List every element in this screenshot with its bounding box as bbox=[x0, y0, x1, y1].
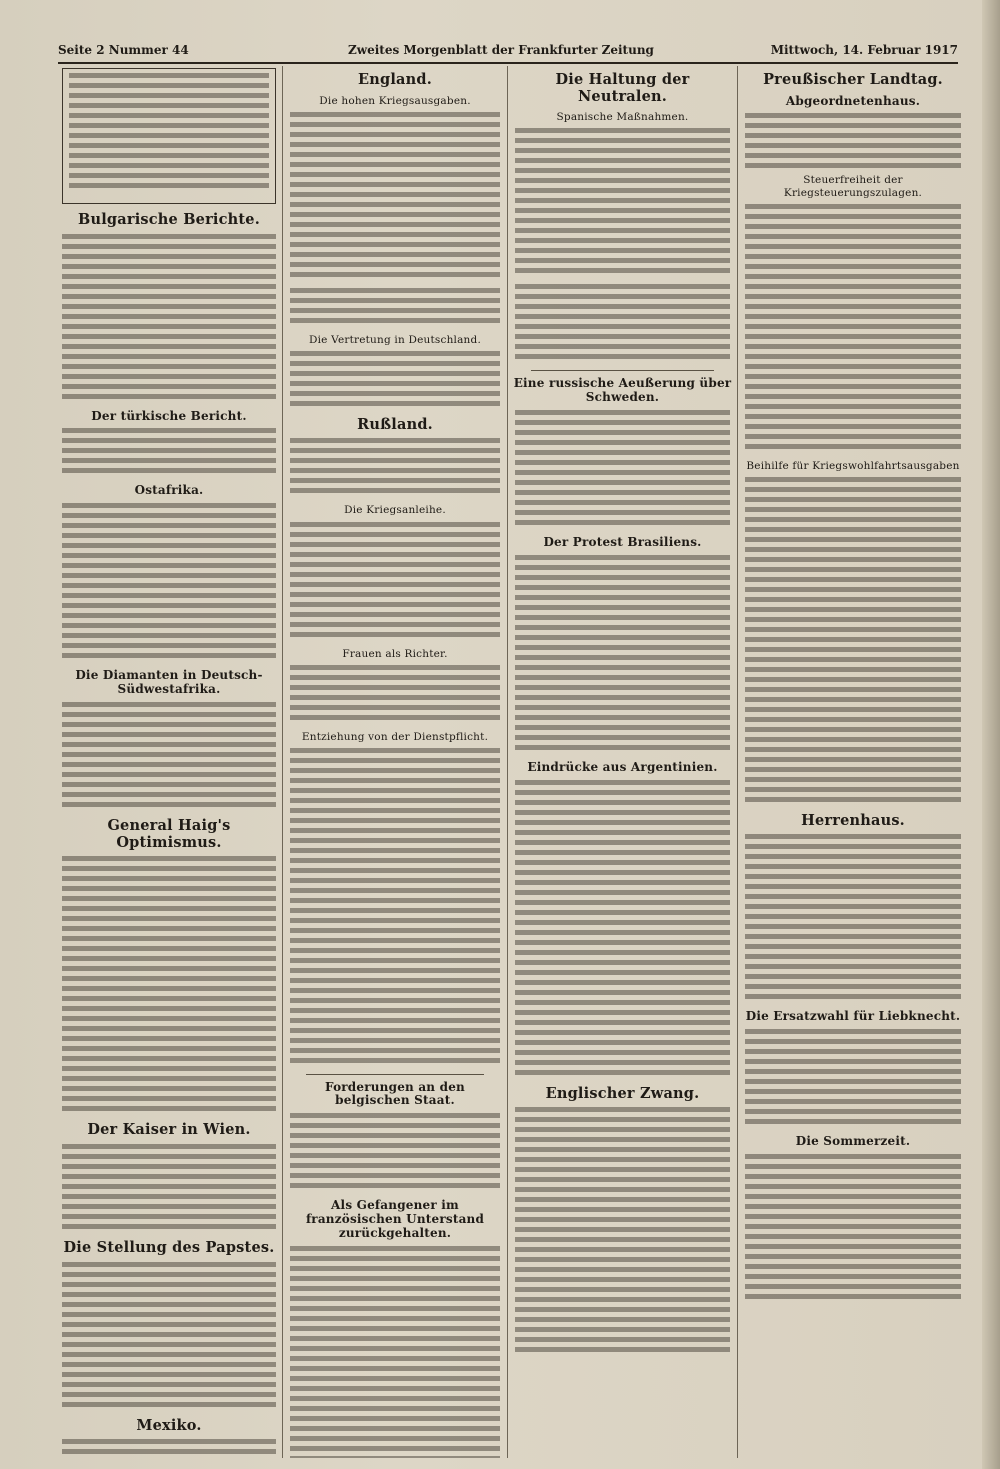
heading-tuerkischer-bericht: Der türkische Bericht. bbox=[91, 408, 247, 423]
article-text bbox=[745, 113, 961, 168]
heading-brasilien: Der Protest Brasiliens. bbox=[543, 535, 702, 549]
subheading-vertretung: Die Vertretung in Deutschland. bbox=[309, 333, 481, 346]
column-4 bbox=[743, 66, 963, 1458]
heading-gefangener: Als Gefangener im französischen Unterstand zurückgehalten. bbox=[305, 1198, 485, 1240]
heading-herrenhaus: Herrenhaus. bbox=[801, 811, 905, 829]
article-text bbox=[745, 204, 961, 454]
page-edge-shadow bbox=[982, 0, 1000, 1469]
subheading-steuerfreiheit: Steuerfreiheit der Kriegsteuerungszulagen. bbox=[783, 174, 923, 199]
heading-mexiko: Mexiko. bbox=[136, 1416, 202, 1434]
article-text bbox=[62, 1144, 276, 1234]
article-text bbox=[62, 1439, 276, 1458]
article-text bbox=[62, 856, 276, 1116]
subheading-beihilfe: Beihilfe für Kriegswohlfahrtsausgaben bbox=[746, 459, 960, 472]
column-rule bbox=[737, 66, 738, 1458]
article-text bbox=[290, 748, 500, 1068]
header-masthead: Zweites Morgenblatt der Frankfurter Zeitung bbox=[348, 43, 654, 57]
column-rule bbox=[282, 66, 283, 1458]
subheading-dienstpflicht: Entziehung von der Dienstpflicht. bbox=[301, 730, 489, 743]
article-text bbox=[290, 112, 500, 282]
article-text bbox=[290, 351, 500, 411]
subheading-kriegsanleihe: Die Kriegsanleihe. bbox=[344, 504, 446, 517]
heading-englischer-zwang: Englischer Zwang. bbox=[545, 1084, 700, 1102]
article-text bbox=[62, 1262, 276, 1412]
heading-argentinien: Eindrücke aus Argentinien. bbox=[527, 759, 718, 774]
heading-schweden: Eine russische Aeußerung über Schweden. bbox=[513, 376, 732, 405]
article-text bbox=[62, 503, 276, 663]
article-text bbox=[290, 522, 500, 642]
article-text bbox=[290, 288, 500, 328]
heading-papst: Die Stellung des Papstes. bbox=[63, 1238, 275, 1256]
heading-landtag: Preußischer Landtag. bbox=[763, 71, 943, 88]
article-text bbox=[515, 1107, 730, 1357]
article-text bbox=[745, 1029, 961, 1129]
heading-bulgarische-berichte: Bulgarische Berichte. bbox=[78, 211, 260, 228]
article-text bbox=[745, 1154, 961, 1304]
article-text bbox=[515, 128, 730, 278]
column-3 bbox=[513, 66, 732, 1458]
article-text bbox=[69, 73, 269, 193]
heading-sommerzeit: Die Sommerzeit. bbox=[795, 1134, 911, 1149]
article-text bbox=[290, 1246, 500, 1458]
running-header bbox=[58, 40, 958, 64]
subheading-kriegsausgaben: Die hohen Kriegsausgaben. bbox=[319, 94, 471, 107]
heading-forderungen: Forderungen an den belgischen Staat. bbox=[325, 1079, 465, 1108]
article-text bbox=[515, 410, 730, 530]
heading-neutralen: Die Haltung der Neutralen. bbox=[555, 71, 690, 105]
divider bbox=[306, 1074, 484, 1075]
article-text bbox=[515, 555, 730, 755]
column-2 bbox=[288, 66, 502, 1458]
heading-england: England. bbox=[358, 71, 432, 88]
column-1 bbox=[60, 66, 278, 1458]
article-text bbox=[745, 834, 961, 1004]
article-text bbox=[745, 477, 961, 807]
article-text bbox=[515, 780, 730, 1080]
subheading-spanische: Spanische Maßnahmen. bbox=[556, 111, 689, 124]
boxed-article bbox=[62, 68, 276, 204]
article-text bbox=[62, 234, 276, 404]
column-rule bbox=[507, 66, 508, 1458]
article-text bbox=[62, 428, 276, 478]
article-text bbox=[62, 702, 276, 812]
divider bbox=[531, 370, 714, 371]
heading-kaiser-wien: Der Kaiser in Wien. bbox=[87, 1121, 251, 1139]
heading-russland: Rußland. bbox=[357, 415, 433, 433]
article-text bbox=[515, 284, 730, 364]
article-text bbox=[290, 438, 500, 498]
article-text bbox=[290, 665, 500, 725]
heading-diamanten: Die Diamanten in Deutsch-Südwestafrika. bbox=[75, 668, 263, 697]
header-page-number: Seite 2 Nummer 44 bbox=[58, 43, 189, 57]
heading-ostafrika: Ostafrika. bbox=[134, 483, 204, 498]
header-date: Mittwoch, 14. Februar 1917 bbox=[770, 43, 958, 57]
subheading-frauen-richter: Frauen als Richter. bbox=[342, 647, 448, 660]
heading-haig: General Haig's Optimismus. bbox=[107, 816, 231, 851]
heading-ersatzwahl: Die Ersatzwahl für Liebknecht. bbox=[745, 1009, 961, 1024]
article-text bbox=[290, 1113, 500, 1193]
subheading-abgeordnetenhaus: Abgeordnetenhaus. bbox=[785, 93, 921, 108]
